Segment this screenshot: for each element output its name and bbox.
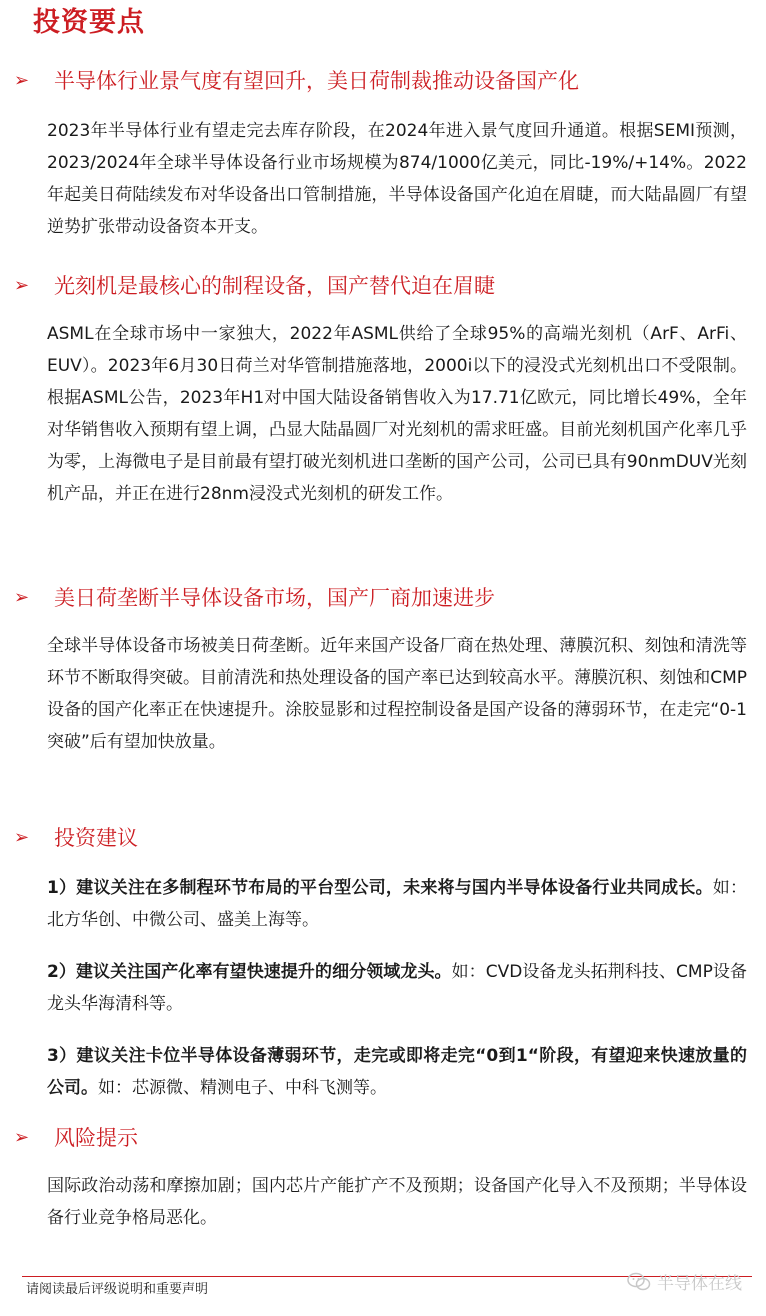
watermark-text: 半导体在线 bbox=[657, 1274, 742, 1294]
section-heading-text: 投资建议 bbox=[54, 826, 138, 850]
watermark bbox=[627, 1269, 742, 1294]
recommendation-emphasis: 3）建议关注卡位半导体设备薄弱环节，走完或即将走完“0到1“阶段，有望迎来快速放量的公司。 bbox=[47, 1046, 747, 1098]
section-heading bbox=[14, 820, 138, 854]
section-heading-text: 风险提示 bbox=[54, 1126, 138, 1150]
recommendation-item bbox=[47, 1040, 747, 1104]
recommendation-examples: 如：芯源微、精测电子、中科飞测等。 bbox=[98, 1078, 387, 1098]
arrow-bullet-icon: ➢ bbox=[14, 69, 30, 91]
arrow-bullet-icon: ➢ bbox=[14, 826, 30, 848]
recommendation-emphasis: 2）建议关注国产化率有望快速提升的细分领域龙头。 bbox=[47, 962, 452, 982]
arrow-bullet-icon: ➢ bbox=[14, 274, 30, 296]
page-title: 投资要点 bbox=[33, 7, 145, 38]
section-paragraph: 2023年半导体行业有望走完去库存阶段，在2024年进入景气度回升通道。根据SEMI预测，2023/2024年全球半导体设备行业市场规模为874/1000亿美元，同比-19%/+14%。2022年起美日荷陆续发布对华设备出口管制措施，半导体设备国产化迫在眉睫，而大陆晶圆厂有望逆势扩张带动设备资本开支。 bbox=[47, 121, 747, 237]
section-paragraph: 全球半导体设备市场被美日荷垄断。近年来国产设备厂商在热处理、薄膜沉积、刻蚀和清洗等环节不断取得突破。目前清洗和热处理设备的国产率已达到较高水平。薄膜沉积、刻蚀和CMP设备的国产化率正在快速提升。涂胶显影和过程控制设备是国产设备的薄弱环节，在走完“0-1突破”后有望加快放量。 bbox=[47, 636, 747, 752]
arrow-bullet-icon: ➢ bbox=[14, 586, 30, 608]
section-heading bbox=[14, 268, 495, 302]
recommendation-examples: 如：CVD设备龙头拓荆科技、CMP设备龙头华海清科等。 bbox=[47, 962, 747, 1014]
recommendation-emphasis: 1）建议关注在多制程环节布局的平台型公司，未来将与国内半导体设备行业共同成长。 bbox=[47, 878, 713, 898]
arrow-bullet-icon: ➢ bbox=[14, 1126, 30, 1148]
section-heading bbox=[14, 1120, 138, 1154]
section-heading bbox=[14, 63, 579, 97]
section-paragraph: ASML在全球市场中一家独大，2022年ASML供给了全球95%的高端光刻机（ArF、ArFi、EUV）。2023年6月30日荷兰对华管制措施落地，2000i以下的浸没式光刻机出口不受限制。根据ASML公告，2023年H1对中国大陆设备销售收入为17.71亿欧元，同比增长49%，全年对华销售收入预期有望上调，凸显大陆晶圆厂对光刻机的需求旺盛。目前光刻机国产化率几乎为零，上海微电子是目前最有望打破光刻机进口垄断的国产公司，公司已具有90nmDUV光刻机产品，并正在进行28nm浸没式光刻机的研发工作。 bbox=[47, 324, 747, 504]
recommendation-examples: 如：北方华创、中微公司、盛美上海等。 bbox=[47, 878, 748, 930]
recommendation-item bbox=[47, 956, 747, 1020]
recommendation-item bbox=[47, 872, 747, 936]
wechat-icon bbox=[627, 1272, 651, 1292]
section-heading-text: 光刻机是最核心的制程设备，国产替代迫在眉睫 bbox=[54, 274, 495, 298]
section-heading bbox=[14, 580, 495, 614]
footer-disclaimer: 请阅读最后评级说明和重要声明 bbox=[26, 1282, 209, 1297]
section-paragraph: 国际政治动荡和摩擦加剧；国内芯片产能扩产不及预期；设备国产化导入不及预期；半导体设备行业竞争格局恶化。 bbox=[47, 1176, 747, 1228]
section-heading-text: 美日荷垄断半导体设备市场，国产厂商加速进步 bbox=[54, 586, 495, 610]
section-heading-text: 半导体行业景气度有望回升，美日荷制裁推动设备国产化 bbox=[54, 69, 579, 93]
